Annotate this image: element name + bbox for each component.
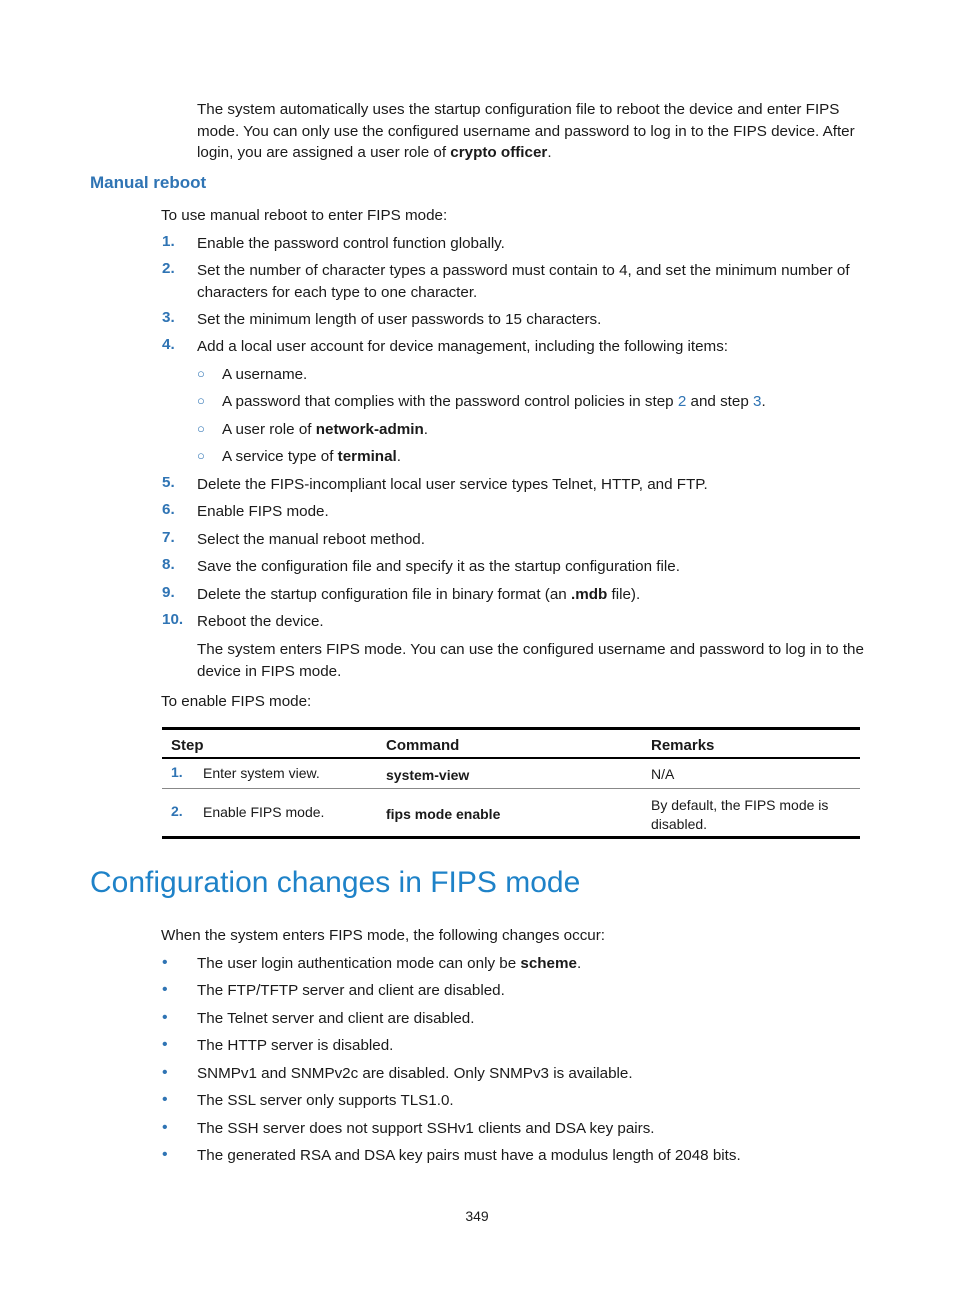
- table-lead: To enable FIPS mode:: [161, 693, 312, 710]
- step-number: 10.: [162, 611, 184, 628]
- bullet-icon: •: [162, 954, 168, 971]
- list-item: Enable the password control function globally.: [197, 235, 505, 252]
- list-item: Set the minimum length of user passwords to 15 characters.: [197, 311, 602, 328]
- list-item: The SSL server only supports TLS1.0.: [197, 1092, 454, 1109]
- command-cell: system-view: [386, 767, 470, 783]
- bullet-icon: •: [162, 1009, 168, 1026]
- list-item: SNMPv1 and SNMPv2c are disabled. Only SNMPv3 is available.: [197, 1065, 633, 1082]
- table-top-rule: [162, 727, 860, 730]
- bullet-icon: •: [162, 1146, 168, 1163]
- circle-bullet-icon: ○: [197, 448, 205, 463]
- step-3-link[interactable]: 3: [753, 393, 762, 410]
- step-number: 5.: [162, 474, 175, 491]
- step-number: 9.: [162, 584, 175, 601]
- step-number: 7.: [162, 529, 175, 546]
- step-cell: Enter system view.: [203, 765, 320, 781]
- table-header-rule: [162, 757, 860, 759]
- remarks-cell: By default, the FIPS mode is disabled.: [651, 797, 829, 832]
- bullet-icon: •: [162, 1091, 168, 1108]
- list-item: The HTTP server is disabled.: [197, 1037, 394, 1054]
- sub-list-item: A service type of terminal.: [222, 448, 401, 465]
- list-item: The Telnet server and client are disabled.: [197, 1010, 475, 1027]
- command-cell: fips mode enable: [386, 806, 501, 822]
- manual-reboot-lead: To use manual reboot to enter FIPS mode:: [161, 207, 448, 224]
- column-header-command: Command: [386, 737, 460, 754]
- config-changes-lead: When the system enters FIPS mode, the following changes occur:: [161, 927, 606, 944]
- step-number: 3.: [162, 309, 175, 326]
- list-item: The SSH server does not support SSHv1 clients and DSA key pairs.: [197, 1120, 655, 1137]
- list-item: Reboot the device.: [197, 613, 324, 630]
- list-item: The FTP/TFTP server and client are disabled.: [197, 982, 505, 999]
- list-item: The user login authentication mode can only be scheme.: [197, 955, 582, 972]
- circle-bullet-icon: ○: [197, 393, 205, 408]
- list-item: Enable FIPS mode.: [197, 503, 329, 520]
- step-number: 1.: [162, 233, 175, 250]
- sub-list-item: A user role of network-admin.: [222, 421, 428, 438]
- list-item: Delete the FIPS-incompliant local user service types Telnet, HTTP, and FTP.: [197, 476, 708, 493]
- circle-bullet-icon: ○: [197, 366, 205, 381]
- bullet-icon: •: [162, 1036, 168, 1053]
- column-header-step: Step: [171, 737, 204, 754]
- result-paragraph: The system enters FIPS mode. You can use the configured username and password to log in to the device in FIPS mode.: [197, 641, 864, 680]
- sub-list-item: A username.: [222, 366, 308, 383]
- list-item: Set the number of character types a password must contain to 4, and set the minimum number of characters for each type to one character.: [197, 262, 850, 301]
- intro-paragraph: The system automatically uses the startup configuration file to reboot the device and enter FIPS mode. You can only use the configured username and password to log in to the FIPS device. After login, you are assigned a user role of crypto officer.: [197, 101, 855, 161]
- bullet-icon: •: [162, 981, 168, 998]
- step-number: 6.: [162, 501, 175, 518]
- bullet-icon: •: [162, 1119, 168, 1136]
- list-item: Delete the startup configuration file in binary format (an .mdb file).: [197, 586, 641, 603]
- column-header-remarks: Remarks: [651, 737, 715, 754]
- row-number: 2.: [171, 803, 183, 819]
- row-number: 1.: [171, 764, 183, 780]
- section-heading-configuration-changes: Configuration changes in FIPS mode: [90, 866, 581, 899]
- page-number: 349: [465, 1208, 489, 1224]
- table-bottom-rule: [162, 836, 860, 839]
- step-cell: Enable FIPS mode.: [203, 804, 325, 820]
- list-item: Add a local user account for device management, including the following items:: [197, 338, 729, 355]
- crypto-officer-term: crypto officer: [450, 144, 548, 161]
- circle-bullet-icon: ○: [197, 421, 205, 436]
- sub-list-item: A password that complies with the password control policies in step 2 and step 3.: [222, 393, 766, 410]
- bullet-icon: •: [162, 1064, 168, 1081]
- remarks-cell: N/A: [651, 766, 675, 782]
- section-heading-manual-reboot: Manual reboot: [90, 173, 207, 192]
- list-item: Select the manual reboot method.: [197, 531, 425, 548]
- step-2-link[interactable]: 2: [677, 393, 687, 410]
- step-number: 8.: [162, 556, 175, 573]
- step-number: 2.: [162, 260, 175, 277]
- table-row-divider: [162, 788, 860, 789]
- step-number: 4.: [162, 336, 175, 353]
- list-item: Save the configuration file and specify it as the startup configuration file.: [197, 558, 680, 575]
- list-item: The generated RSA and DSA key pairs must have a modulus length of 2048 bits.: [197, 1147, 741, 1164]
